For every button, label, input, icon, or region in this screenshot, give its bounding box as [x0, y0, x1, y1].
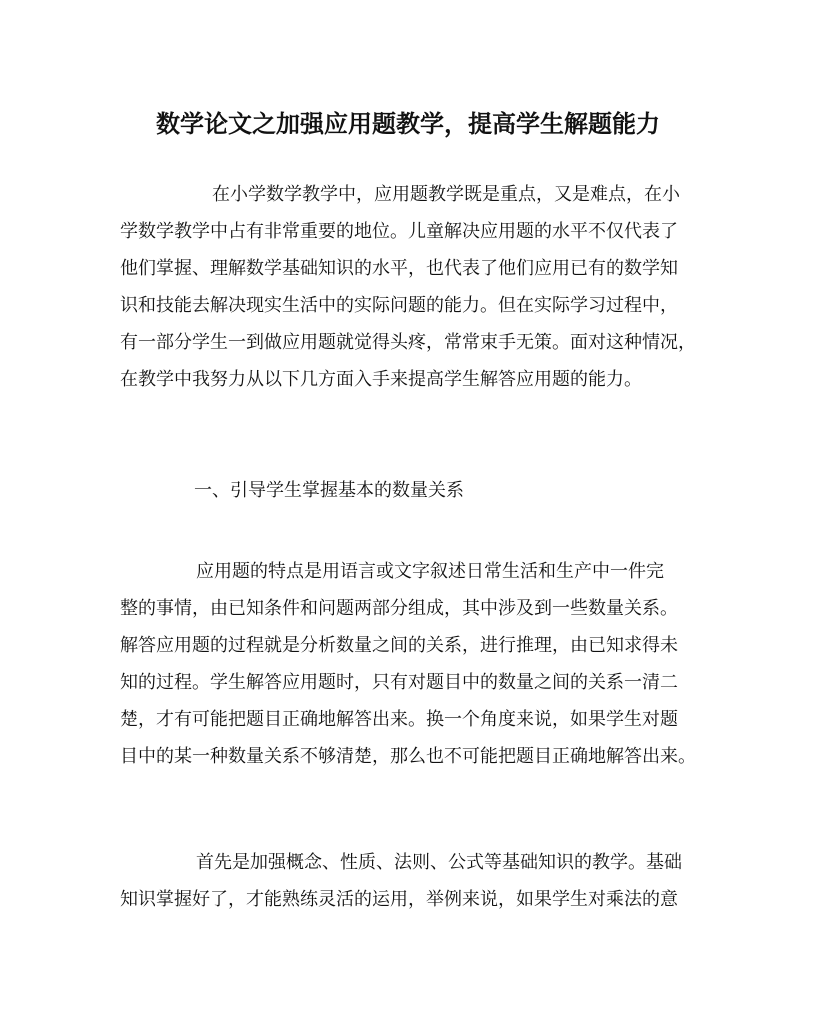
- paragraph-2: [120, 553, 700, 775]
- document-title: 数学论文之加强应用题教学，提高学生解题能力: [156, 109, 660, 138]
- paragraph-line: 在教学中我努力从以下几方面入手来提高学生解答应用题的能力。: [120, 369, 642, 390]
- paragraph-line: 在小学数学教学中，应用题教学既是重点，又是难点，在小: [212, 184, 680, 205]
- heading-text: 一、引导学生掌握基本的数量关系: [194, 480, 464, 501]
- paragraph-3: [120, 844, 700, 918]
- paragraph-line: 目中的某一种数量关系不够清楚，那么也不可能把题目正确地解答出来。: [120, 746, 696, 767]
- paragraph-line: 知识掌握好了，才能熟练灵活的运用，举例来说，如果学生对乘法的意: [120, 889, 678, 910]
- paragraph-line: 解答应用题的过程就是分析数量之间的关系，进行推理，由已知求得未: [120, 635, 678, 656]
- paragraph-line: 楚，才有可能把题目正确地解答出来。换一个角度来说，如果学生对题: [120, 709, 678, 730]
- section-heading-1: [120, 472, 700, 509]
- paragraph-line: 首先是加强概念、性质、法则、公式等基础知识的教学。基础: [196, 852, 682, 873]
- paragraph-line: 学数学教学中占有非常重要的地位。儿童解决应用题的水平不仅代表了: [120, 221, 678, 242]
- paragraph-line: 有一部分学生一到做应用题就觉得头疼，常常束手无策。面对这种情况，: [120, 332, 696, 353]
- paragraph-1: [120, 176, 700, 398]
- paragraph-line: 他们掌握、理解数学基础知识的水平，也代表了他们应用已有的数学知: [120, 258, 678, 279]
- paragraph-line: 识和技能去解决现实生活中的实际问题的能力。但在实际学习过程中，: [120, 295, 678, 316]
- paragraph-line: 应用题的特点是用语言或文字叙述日常生活和生产中一件完: [196, 561, 664, 582]
- paragraph-line: 整的事情，由已知条件和问题两部分组成，其中涉及到一些数量关系。: [120, 598, 678, 619]
- paragraph-line: 知的过程。学生解答应用题时，只有对题目中的数量之间的关系一清二: [120, 672, 678, 693]
